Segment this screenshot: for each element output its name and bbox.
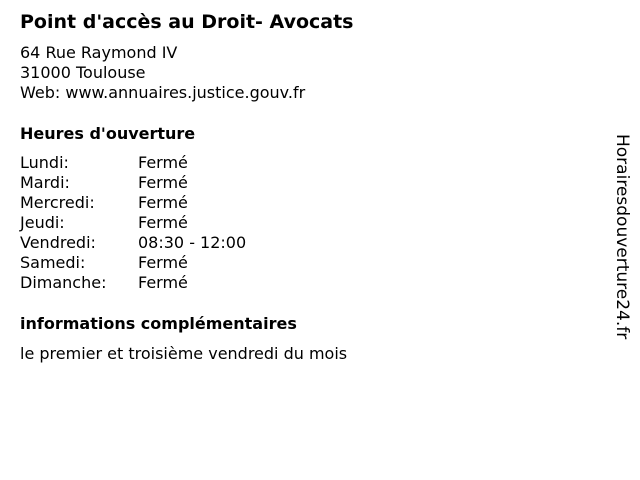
opening-hours-table bbox=[20, 153, 246, 293]
opening-hours-heading: Heures d'ouverture bbox=[20, 124, 196, 143]
day-label: Mercredi: bbox=[20, 193, 95, 212]
hours-value: Fermé bbox=[138, 173, 188, 192]
day-label: Jeudi: bbox=[20, 213, 65, 232]
day-label: Lundi: bbox=[20, 153, 69, 172]
hours-row-wednesday bbox=[20, 193, 246, 213]
hours-value: Fermé bbox=[138, 273, 188, 292]
day-label: Vendredi: bbox=[20, 233, 96, 252]
page-title: Point d'accès au Droit- Avocats bbox=[20, 11, 354, 33]
hours-value: Fermé bbox=[138, 213, 188, 232]
day-label: Mardi: bbox=[20, 173, 70, 192]
day-label: Samedi: bbox=[20, 253, 86, 272]
hours-row-monday bbox=[20, 153, 246, 173]
site-watermark: Horairesdouverture24.fr bbox=[612, 134, 632, 340]
additional-info-heading: informations complémentaires bbox=[20, 314, 297, 333]
hours-value: 08:30 - 12:00 bbox=[138, 233, 247, 252]
hours-row-thursday bbox=[20, 213, 246, 233]
hours-value: Fermé bbox=[138, 153, 188, 172]
city-postal-code: 31000 Toulouse bbox=[20, 63, 146, 82]
hours-value: Fermé bbox=[138, 253, 188, 272]
hours-row-saturday bbox=[20, 253, 246, 273]
hours-row-tuesday bbox=[20, 173, 246, 193]
day-label: Dimanche: bbox=[20, 273, 107, 292]
website-line: Web: www.annuaires.justice.gouv.fr bbox=[20, 83, 306, 102]
street-address: 64 Rue Raymond IV bbox=[20, 43, 178, 62]
additional-info-text: le premier et troisième vendredi du mois bbox=[20, 344, 348, 363]
hours-row-sunday bbox=[20, 273, 246, 293]
hours-row-friday bbox=[20, 233, 246, 253]
address-block bbox=[20, 43, 305, 103]
hours-value: Fermé bbox=[138, 193, 188, 212]
